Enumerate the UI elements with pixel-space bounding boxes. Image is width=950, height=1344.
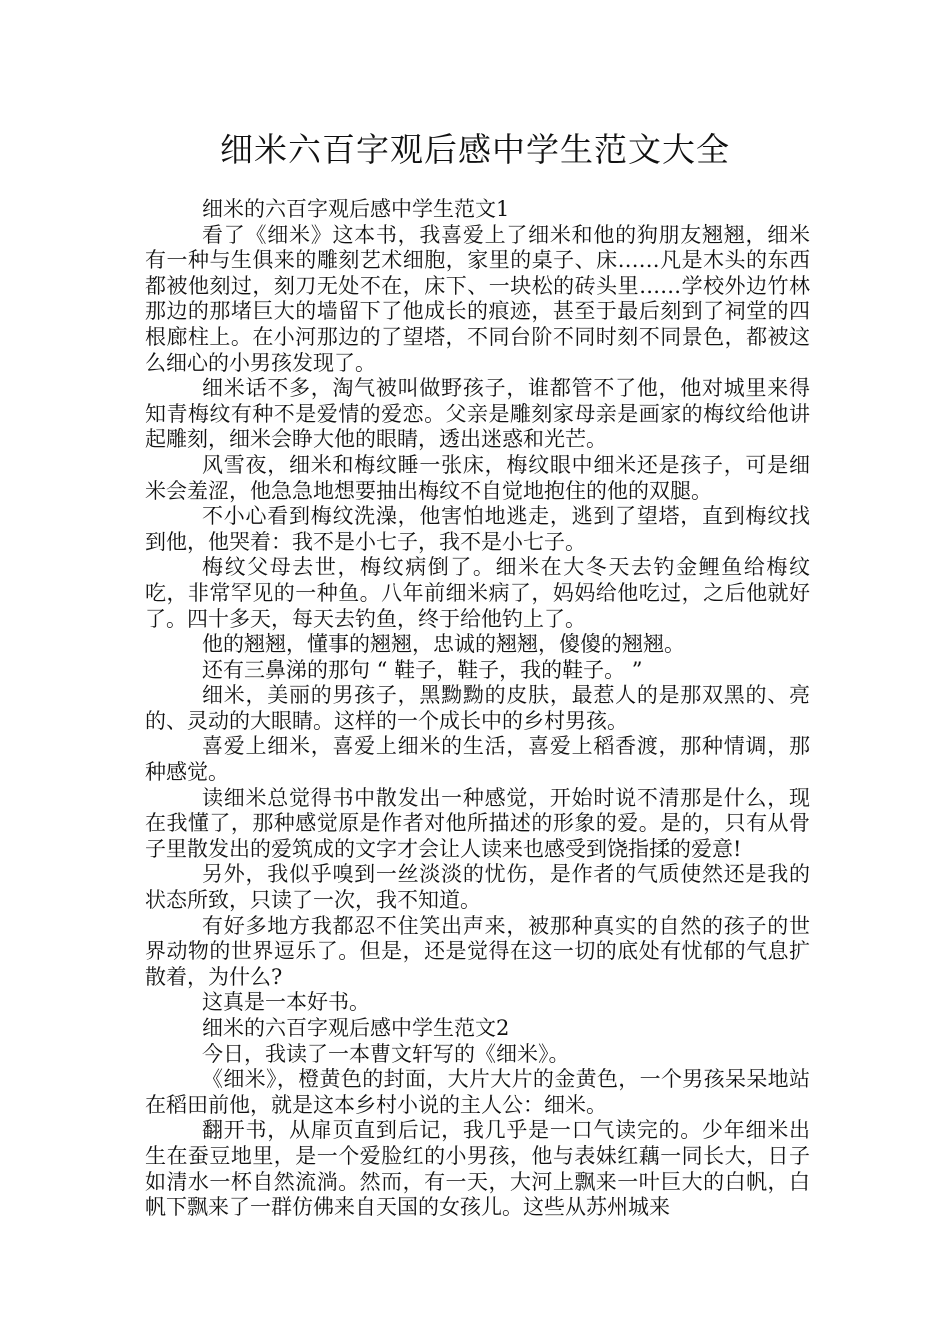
document-body [145, 197, 810, 1221]
paragraph: 风雪夜，细米和梅纹睡一张床，梅纹眼中细米还是孩子，可是细米会羞涩，他急急地想要抽出梅纹不自觉地抱住的他的双腿。 [145, 452, 810, 503]
paragraph: 细米话不多，淘气被叫做野孩子，谁都管不了他，他对城里来得知青梅纹有种不是爱情的爱恋。父亲是雕刻家母亲是画家的梅纹给他讲起雕刻，细米会睁大他的眼睛，透出迷惑和光芒。 [145, 376, 810, 452]
paragraph: 《细米》，橙黄色的封面，大片大片的金黄色，一个男孩呆呆地站在稻田前他，就是这本乡村小说的主人公：细米。 [145, 1067, 810, 1117]
paragraph: 还有三鼻涕的那句 “ 鞋子，鞋子，我的鞋子。 ” [202, 657, 643, 682]
paragraph: 细米的六百字观后感中学生范文2 [202, 1016, 510, 1040]
paragraph: 喜爱上细米，喜爱上细米的生活，喜爱上稻香渡，那种情调，那种感觉。 [145, 734, 810, 785]
paragraph: 翻开书，从扉页直到后记，我几乎是一口气读完的。少年细米出生在蚕豆地里，是一个爱脸红的小男孩，他与表妹红藕一同长大，日子如清水一杯自然流淌。然而，有一天，大河上飘来一叶巨大的白帆，白帆下飘来了一群仿佛来自天国的女孩儿。这些从苏州城来 [145, 1118, 810, 1220]
paragraph: 看了《细米》这本书，我喜爱上了细米和他的狗朋友翘翘，细米有一种与生俱来的雕刻艺术细胞，家里的桌子、床……凡是木头的东西都被他刻过，刻刀无处不在，床下、一块松的砖头里……学校外边竹林那边的那堵巨大的墙留下了他成长的痕迹，甚至于最后刻到了祠堂的四根廊柱上。在小河那边的了望塔，不同台阶不同时刻不同景色，都被这么细心的小男孩发现了。 [145, 222, 810, 375]
paragraph: 他的翘翘，懂事的翘翘，忠诚的翘翘，傻傻的翘翘。 [202, 632, 685, 657]
paragraph: 不小心看到梅纹洗澡，他害怕地逃走，逃到了望塔，直到梅纹找到他，他哭着：我不是小七子，我不是小七子。 [145, 504, 810, 554]
document-title: 细米六百字观后感中学生范文大全 [220, 130, 730, 169]
paragraph: 读细米总觉得书中散发出一种感觉，开始时说不清那是什么，现在我懂了，那种感觉原是作者对他所描述的形象的爱。是的，只有从骨子里散发出的爱筑成的文字才会让人读来也感受到饶指揉的爱意! [145, 785, 810, 861]
paragraph: 有好多地方我都忍不住笑出声来，被那种真实的自然的孩子的世界动物的世界逗乐了。但是，还是觉得在这一切的底处有忧郁的气息扩散着，为什么? [145, 913, 810, 989]
paragraph: 这真是一本好书。 [202, 990, 370, 1015]
paragraph: 今日，我读了一本曹文轩写的《细米》。 [202, 1041, 570, 1066]
paragraph: 梅纹父母去世，梅纹病倒了。细米在大冬天去钓金鲤鱼给梅纹吃，非常罕见的一种鱼。八年前细米病了，妈妈给他吃过，之后他就好了。四十多天，每天去钓鱼，终于给他钓上了。 [145, 555, 810, 631]
paragraph: 另外，我似乎嗅到一丝淡淡的忧伤，是作者的气质使然还是我的状态所致，只读了一次，我不知道。 [145, 862, 810, 913]
paragraph: 细米，美丽的男孩子，黑黝黝的皮肤，最惹人的是那双黑的、亮的、灵动的大眼睛。这样的一个成长中的乡村男孩。 [145, 683, 810, 733]
paragraph: 细米的六百字观后感中学生范文1 [202, 197, 510, 221]
